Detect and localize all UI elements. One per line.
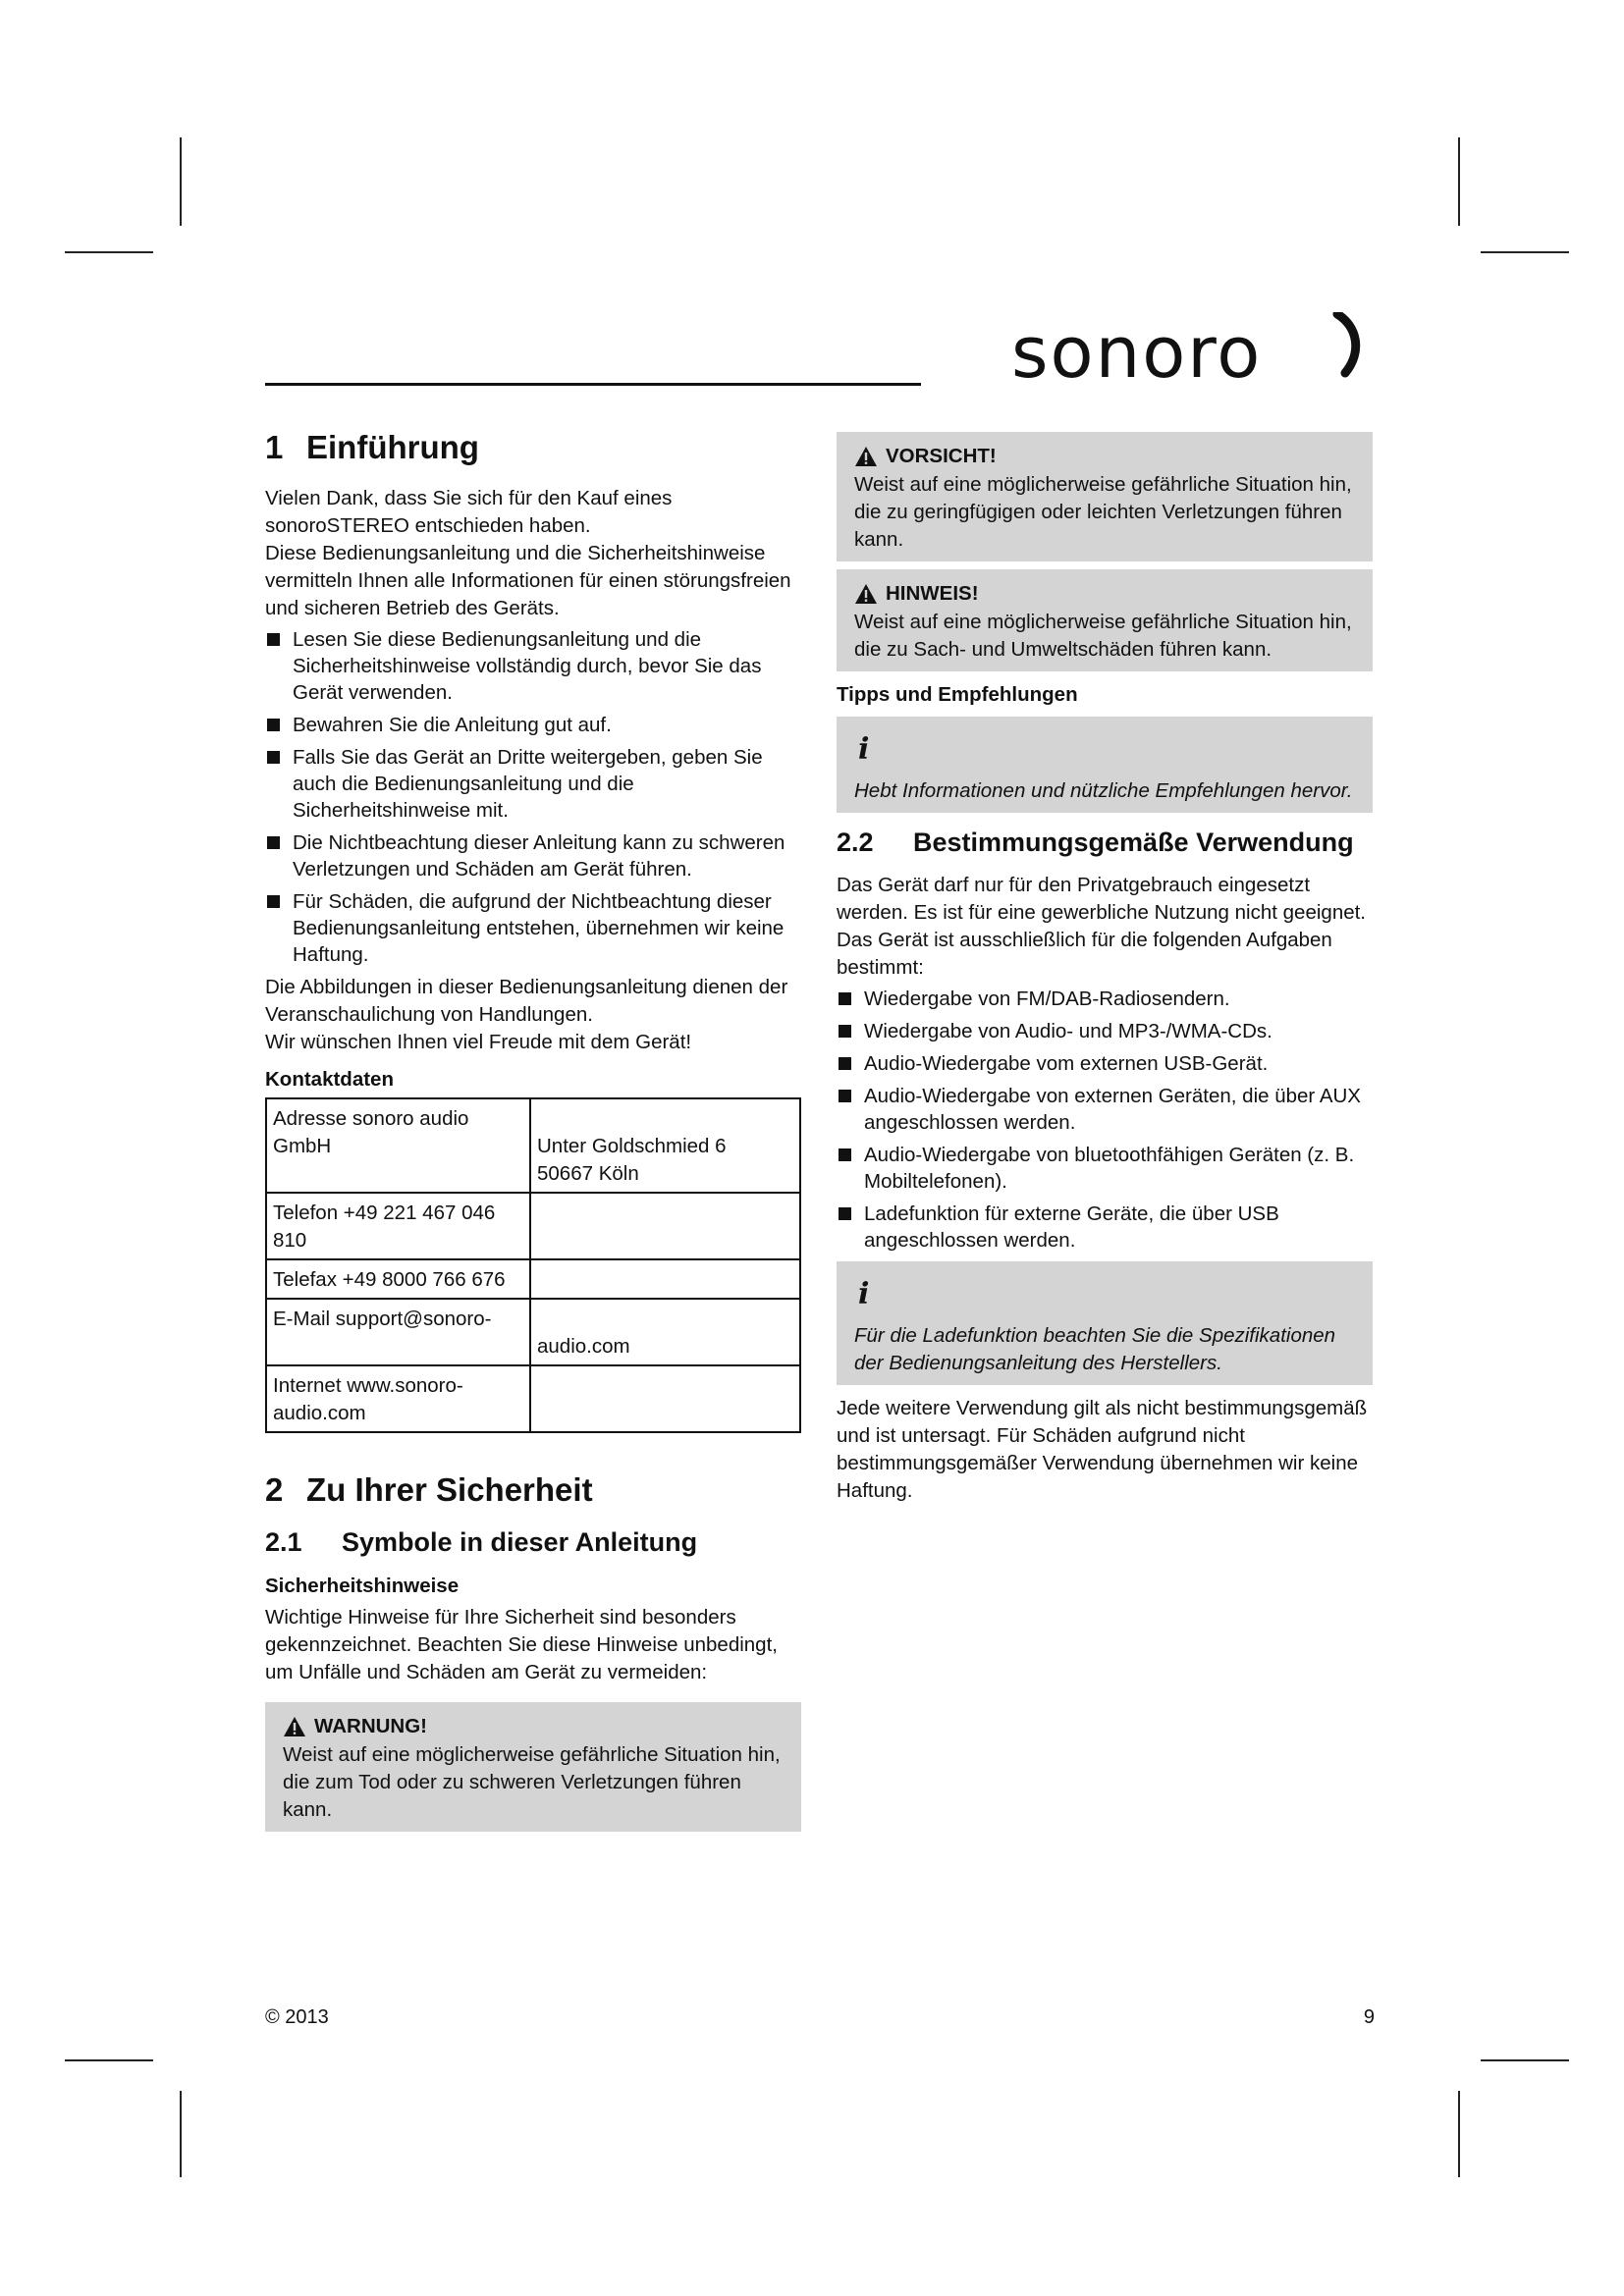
section-number: 1 bbox=[265, 429, 284, 465]
caution-text: Weist auf eine möglicherweise gefährliche Situation hin, die zu geringfügigen oder leichten Verletzungen führen kann. bbox=[854, 473, 1352, 551]
crop-mark bbox=[1481, 2059, 1569, 2061]
notice-text: Weist auf eine möglicherweise gefährliche Situation hin, die zu Sach- und Umweltschäden führen kann. bbox=[854, 611, 1352, 661]
list-item: Die Nichtbeachtung dieser Anleitung kann zu schweren Verletzungen und Schäden am Gerät führen. bbox=[265, 829, 801, 882]
right-column bbox=[837, 432, 1373, 1505]
charging-info-text: Für die Ladefunktion beachten Sie die Spezifikationen der Bedienungsanleitung des Herstellers. bbox=[854, 1324, 1336, 1375]
list-item: Audio-Wiedergabe vom externen USB-Gerät. bbox=[837, 1050, 1373, 1077]
charging-info-box bbox=[837, 1261, 1373, 1385]
closing-paragraph: Jede weitere Verwendung gilt als nicht bestimmungsgemäß und ist untersagt. Für Schäden aufgrund nicht bestimmungsgemäßer Verwendung übernehmen wir keine Haftung. bbox=[837, 1397, 1368, 1503]
list-item: Lesen Sie diese Bedienungsanleitung und die Sicherheitshinweise vollständig durch, bevor Sie das Gerät verwenden. bbox=[265, 626, 801, 706]
list-item: Falls Sie das Gerät an Dritte weitergeben, geben Sie auch die Bedienungsanleitung und die Sicherheitshinweise mit. bbox=[265, 744, 801, 824]
table-cell: Adresse sonoro audio GmbH bbox=[266, 1098, 530, 1193]
crop-mark bbox=[1458, 2091, 1460, 2177]
header-rule bbox=[265, 383, 921, 386]
left-column bbox=[265, 428, 801, 1840]
usage-paragraph: Das Gerät darf nur für den Privatgebrauch eingesetzt werden. Es ist für eine gewerbliche Nutzung nicht geeignet. Das Gerät ist ausschließlich für die folgenden Aufgaben bestimmt: bbox=[837, 874, 1367, 980]
info-icon: i bbox=[858, 732, 870, 767]
table-cell: audio.com bbox=[530, 1299, 800, 1365]
intro-paragraph: Vielen Dank, dass Sie sich für den Kauf eines sonoroSTEREO entschieden haben. bbox=[265, 486, 673, 537]
section-number: 2 bbox=[265, 1470, 284, 1508]
outro-paragraph: Wir wünschen Ihnen viel Freude mit dem Gerät! bbox=[265, 1030, 692, 1053]
safety-heading: Sicherheitshinweise bbox=[265, 1574, 460, 1597]
table-cell: Telefon +49 221 467 046 810 bbox=[266, 1193, 530, 1259]
warning-triangle-icon bbox=[283, 1716, 306, 1737]
section-number: 2.1 bbox=[265, 1527, 302, 1558]
section-2-heading bbox=[265, 1470, 801, 1510]
crop-mark bbox=[65, 2059, 153, 2061]
caution-box bbox=[837, 432, 1373, 561]
crop-mark bbox=[65, 251, 153, 253]
table-row bbox=[266, 1299, 800, 1365]
list-item: Für Schäden, die aufgrund der Nichtbeachtung dieser Bedienungsanleitung entstehen, übernehmen wir keine Haftung. bbox=[265, 888, 801, 968]
crop-mark bbox=[180, 137, 182, 226]
crop-mark bbox=[1481, 251, 1569, 253]
list-item: Audio-Wiedergabe von bluetoothfähigen Geräten (z. B. Mobiltelefonen). bbox=[837, 1142, 1373, 1195]
warning-text: Weist auf eine möglicherweise gefährliche Situation hin, die zum Tod oder zu schweren Verletzungen führen kann. bbox=[283, 1742, 781, 1821]
logo-mark-icon bbox=[1011, 312, 1375, 391]
list-item: Audio-Wiedergabe von externen Geräten, die über AUX angeschlossen werden. bbox=[837, 1083, 1373, 1136]
table-cell bbox=[530, 1259, 800, 1299]
crop-mark bbox=[1458, 137, 1460, 226]
section-1-heading bbox=[265, 428, 801, 467]
table-row bbox=[266, 1365, 800, 1432]
table-cell bbox=[530, 1365, 800, 1432]
copyright: © 2013 bbox=[265, 2006, 329, 2028]
warning-triangle-icon bbox=[854, 583, 878, 605]
table-cell bbox=[530, 1193, 800, 1259]
section-title: Symbole in dieser Anleitung bbox=[342, 1527, 698, 1558]
info-icon: i bbox=[858, 1277, 870, 1312]
list-item: Wiedergabe von FM/DAB-Radiosendern. bbox=[837, 986, 1373, 1012]
page-number: 9 bbox=[1363, 2006, 1375, 2028]
table-cell: E-Mail support@sonoro- bbox=[266, 1299, 530, 1365]
warning-title: WARNUNG! bbox=[283, 1712, 784, 1741]
safety-paragraph: Wichtige Hinweise für Ihre Sicherheit sind besonders gekennzeichnet. Beachten Sie diese Hinweise unbedingt, um Unfälle und Schäden am Gerät zu vermeiden: bbox=[265, 1605, 778, 1683]
tips-heading: Tipps und Empfehlungen bbox=[837, 683, 1078, 706]
section-2-1-heading bbox=[265, 1526, 801, 1558]
tips-box bbox=[837, 717, 1373, 813]
tips-text: Hebt Informationen und nützliche Empfehlungen hervor. bbox=[854, 779, 1353, 802]
table-cell: Internet www.sonoro-audio.com bbox=[266, 1365, 530, 1432]
notice-title: HINWEIS! bbox=[854, 579, 1355, 609]
warning-triangle-icon bbox=[854, 446, 878, 467]
caution-title: VORSICHT! bbox=[854, 442, 1355, 471]
notice-box bbox=[837, 569, 1373, 671]
warning-box bbox=[265, 1702, 801, 1832]
section-number: 2.2 bbox=[837, 828, 874, 857]
contact-heading: Kontaktdaten bbox=[265, 1067, 394, 1091]
list-item: Wiedergabe von Audio- und MP3-/WMA-CDs. bbox=[837, 1018, 1373, 1044]
intro-paragraph: Diese Bedienungsanleitung und die Sicherheitshinweise vermitteln Ihnen alle Informationen für einen störungsfreien und sicheren Betrieb des Geräts. bbox=[265, 541, 791, 619]
instructions-list bbox=[265, 626, 801, 968]
section-2-2-heading bbox=[837, 827, 1373, 858]
section-title: Zu Ihrer Sicherheit bbox=[306, 1470, 593, 1508]
crop-mark bbox=[180, 2091, 182, 2177]
list-item: Bewahren Sie die Anleitung gut auf. bbox=[265, 712, 801, 738]
section-title: Bestimmungsgemäße Verwendung bbox=[913, 828, 1354, 857]
outro-paragraph: Die Abbildungen in dieser Bedienungsanleitung dienen der Veranschaulichung von Handlungen. bbox=[265, 975, 788, 1026]
list-item: Ladefunktion für externe Geräte, die über USB angeschlossen werden. bbox=[837, 1201, 1373, 1254]
table-row bbox=[266, 1259, 800, 1299]
sonoro-logo bbox=[1011, 312, 1375, 391]
usage-list bbox=[837, 986, 1373, 1254]
logo-text: sonoro bbox=[1011, 312, 1263, 391]
section-title: Einführung bbox=[306, 429, 479, 465]
table-row bbox=[266, 1193, 800, 1259]
table-cell: Telefax +49 8000 766 676 bbox=[266, 1259, 530, 1299]
table-cell: Unter Goldschmied 6 50667 Köln bbox=[530, 1098, 800, 1193]
table-row bbox=[266, 1098, 800, 1193]
contact-table bbox=[265, 1097, 801, 1433]
